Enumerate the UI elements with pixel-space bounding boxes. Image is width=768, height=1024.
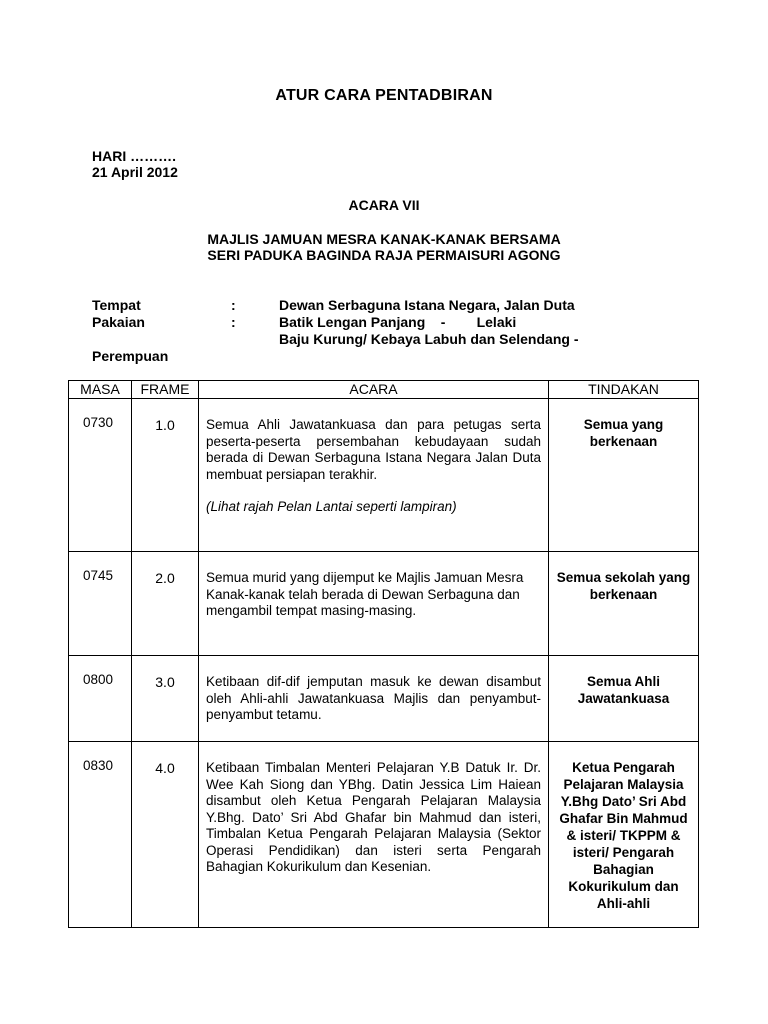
acara-cell xyxy=(199,552,549,656)
header-tindakan: TINDAKAN xyxy=(549,381,699,399)
masa-cell: 0830 xyxy=(69,742,132,928)
acara-text: Ketibaan dif-dif jemputan masuk ke dewan disambut oleh Ahli-ahli Jawatankuasa Majlis dan penyambut-penyambut tetamu. xyxy=(206,674,541,722)
table-row xyxy=(69,552,699,656)
masa-cell: 0745 xyxy=(69,552,132,656)
tindakan-cell: Semua Ahli Jawatankuasa xyxy=(549,656,699,742)
acara-text: Semua murid yang dijemput ke Majlis Jamuan Mesra Kanak-kanak telah berada di Dewan Serbaguna dan mengambil tempat masing-masing. xyxy=(206,570,524,618)
table-row xyxy=(69,656,699,742)
page-title: ATUR CARA PENTADBIRAN xyxy=(275,87,493,104)
frame-cell: 4.0 xyxy=(132,742,199,928)
masa-cell: 0730 xyxy=(69,399,132,552)
acara-cell xyxy=(199,656,549,742)
place-value: Dewan Serbaguna Istana Negara, Jalan Duta xyxy=(279,297,575,313)
acara-text: Semua Ahli Jawatankuasa dan para petugas serta peserta-peserta persembahan kebudayaan sudah berada di Dewan Serbaguna Istana Negara Jalan Duta membuat persiapan terakhir. xyxy=(206,417,541,482)
table-header-row xyxy=(69,381,699,399)
attire-colon: : xyxy=(231,314,236,330)
frame-cell: 2.0 xyxy=(132,552,199,656)
event-title-line1: MAJLIS JAMUAN MESRA KANAK-KANAK BERSAMA xyxy=(207,231,561,247)
table-row xyxy=(69,399,699,552)
schedule-table xyxy=(68,380,699,928)
acara-note: (Lihat rajah Pelan Lantai seperti lampiran) xyxy=(206,499,457,514)
tindakan-cell: Ketua Pengarah Pelajaran Malaysia Y.Bhg Dato’ Sri Abd Ghafar Bin Mahmud & isteri/ TKPPM & isteri/ Pengarah Bahagian Kokurikulum dan Ahli-ahli xyxy=(549,742,699,928)
acara-cell xyxy=(199,742,549,928)
acara-text: Ketibaan Timbalan Menteri Pelajaran Y.B Datuk Ir. Dr. Wee Kah Siong dan YBhg. Datin Jessica Lim Haiean disambut oleh Ketua Pengarah Pelajaran Malaysia Y.Bhg. Dato’ Sri Abd Ghafar bin Mahmud dan isteri, Timbalan Ketua Pengarah Pelajaran Malaysia (Sektor Operasi Pendidikan) dan isteri serta Pengarah Bahagian Kokurikulum dan Kesenian. xyxy=(206,760,541,874)
section-heading: ACARA VII xyxy=(348,197,420,213)
table-row xyxy=(69,742,699,928)
frame-cell: 3.0 xyxy=(132,656,199,742)
event-title-line2: SERI PADUKA BAGINDA RAJA PERMAISURI AGONG xyxy=(207,247,561,263)
frame-cell: 1.0 xyxy=(132,399,199,552)
tindakan-cell: Semua yang berkenaan xyxy=(549,399,699,552)
header-acara: ACARA xyxy=(199,381,549,399)
place-colon: : xyxy=(231,297,236,313)
attire-women-label: Perempuan xyxy=(92,348,169,364)
attire-men: Batik Lengan Panjang - Lelaki xyxy=(279,314,517,330)
attire-label: Pakaian xyxy=(92,314,145,330)
masa-cell: 0800 xyxy=(69,656,132,742)
header-masa: MASA xyxy=(69,381,132,399)
header-frame: FRAME xyxy=(132,381,199,399)
tindakan-cell: Semua sekolah yang berkenaan xyxy=(549,552,699,656)
place-label: Tempat xyxy=(92,297,141,313)
acara-cell xyxy=(199,399,549,552)
attire-women-line: Baju Kurung/ Kebaya Labuh dan Selendang - xyxy=(279,331,579,347)
day-line: HARI ………. xyxy=(92,148,176,164)
date-line: 21 April 2012 xyxy=(92,164,178,180)
